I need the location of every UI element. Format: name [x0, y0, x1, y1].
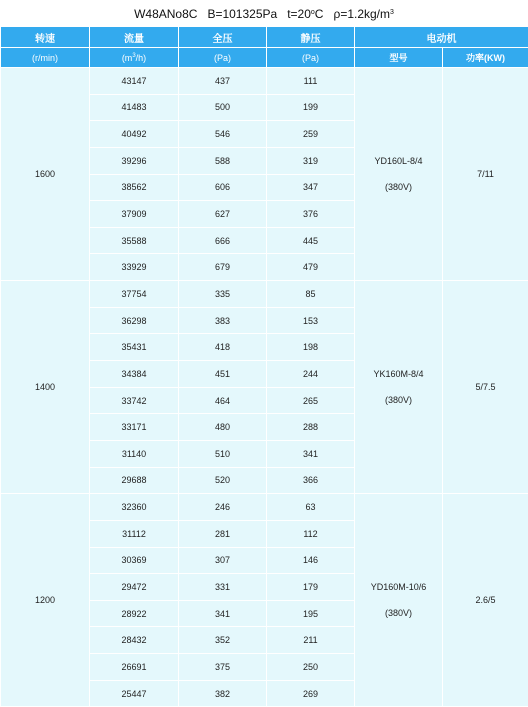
motor-power-cell: 5/7.5 — [443, 281, 528, 494]
static-pressure-cell: 445 — [267, 227, 355, 254]
static-pressure-cell: 198 — [267, 334, 355, 361]
total-pressure-cell: 352 — [179, 627, 267, 654]
header-flow: 流量 — [90, 27, 179, 48]
motor-voltage: (380V) — [355, 387, 442, 413]
static-pressure-cell: 63 — [267, 494, 355, 521]
total-pressure-cell: 588 — [179, 147, 267, 174]
static-pressure-cell: 366 — [267, 467, 355, 494]
flow-cell: 28922 — [90, 600, 179, 627]
static-pressure-cell: 153 — [267, 307, 355, 334]
flow-cell: 26691 — [90, 654, 179, 681]
flow-cell: 38562 — [90, 174, 179, 201]
total-pressure-cell: 500 — [179, 94, 267, 121]
static-pressure-cell: 288 — [267, 414, 355, 441]
table-row — [1, 281, 528, 308]
motor-model-cell — [355, 281, 443, 494]
flow-cell: 28432 — [90, 627, 179, 654]
static-pressure-cell: 341 — [267, 440, 355, 467]
performance-table — [0, 26, 528, 707]
header-flow-unit: $(m^3/h)$ — [90, 48, 179, 68]
flow-cell: 37909 — [90, 201, 179, 228]
total-pressure-cell: 546 — [179, 121, 267, 148]
total-pressure-cell: 418 — [179, 334, 267, 361]
flow-cell: 35588 — [90, 227, 179, 254]
flow-cell: 29472 — [90, 574, 179, 601]
flow-cell: 31140 — [90, 440, 179, 467]
flow-cell: 34384 — [90, 361, 179, 388]
flow-cell: 33929 — [90, 254, 179, 281]
total-pressure-cell: 437 — [179, 68, 267, 95]
total-pressure-cell: 606 — [179, 174, 267, 201]
speed-cell: 1400 — [1, 281, 90, 494]
total-pressure-cell: 627 — [179, 201, 267, 228]
motor-model-name: YD160L-8/4 — [355, 148, 442, 174]
flow-cell: 29688 — [90, 467, 179, 494]
header-motor: 电动机 — [355, 27, 528, 48]
flow-cell: 35431 — [90, 334, 179, 361]
static-pressure-cell: 269 — [267, 680, 355, 707]
static-pressure-cell: 146 — [267, 547, 355, 574]
flow-cell: 39296 — [90, 147, 179, 174]
flow-cell: 31112 — [90, 520, 179, 547]
motor-voltage: (380V) — [355, 174, 442, 200]
total-pressure-cell: 382 — [179, 680, 267, 707]
header-motor-model: 型号 — [355, 48, 443, 68]
flow-cell: 30369 — [90, 547, 179, 574]
flow-cell: 41483 — [90, 94, 179, 121]
static-pressure-cell: 112 — [267, 520, 355, 547]
total-pressure-cell: 520 — [179, 467, 267, 494]
total-pressure-cell: 281 — [179, 520, 267, 547]
motor-model-name: YD160M-10/6 — [355, 574, 442, 600]
static-pressure-cell: 347 — [267, 174, 355, 201]
header-speed-unit: (r/min) — [1, 48, 90, 68]
fan-model: W48ANo8C — [134, 7, 197, 21]
flow-cell: 25447 — [90, 680, 179, 707]
motor-power-cell: 2.6/5 — [443, 494, 528, 707]
table-row — [1, 494, 528, 521]
motor-model-name: YK160M-8/4 — [355, 361, 442, 387]
motor-model-cell — [355, 68, 443, 281]
total-pressure-cell: 341 — [179, 600, 267, 627]
static-pressure-cell: 259 — [267, 121, 355, 148]
header-total-pressure: 全压 — [179, 27, 267, 48]
flow-cell: 37754 — [90, 281, 179, 308]
flow-cell: 33171 — [90, 414, 179, 441]
total-pressure-cell: 510 — [179, 440, 267, 467]
header-static-pressure-unit: (Pa) — [267, 48, 355, 68]
header-static-pressure: 静压 — [267, 27, 355, 48]
header-motor-power: 功率(KW) — [443, 48, 528, 68]
speed-cell: 1600 — [1, 68, 90, 281]
total-pressure-cell: 331 — [179, 574, 267, 601]
static-pressure-cell: 85 — [267, 281, 355, 308]
static-pressure-cell: 111 — [267, 68, 355, 95]
total-pressure-cell: 464 — [179, 387, 267, 414]
static-pressure-cell: 479 — [267, 254, 355, 281]
atmospheric-pressure: B=101325Pa — [207, 7, 277, 21]
flow-cell: 40492 — [90, 121, 179, 148]
total-pressure-cell: 480 — [179, 414, 267, 441]
total-pressure-cell: 375 — [179, 654, 267, 681]
total-pressure-cell: 679 — [179, 254, 267, 281]
total-pressure-cell: 383 — [179, 307, 267, 334]
header-speed: 转速 — [1, 27, 90, 48]
static-pressure-cell: 195 — [267, 600, 355, 627]
flow-cell: 36298 — [90, 307, 179, 334]
motor-model-cell — [355, 494, 443, 707]
total-pressure-cell: 335 — [179, 281, 267, 308]
static-pressure-cell: 250 — [267, 654, 355, 681]
static-pressure-cell: 319 — [267, 147, 355, 174]
motor-power-cell: 7/11 — [443, 68, 528, 281]
speed-cell: 1200 — [1, 494, 90, 707]
motor-voltage: (380V) — [355, 600, 442, 626]
static-pressure-cell: 211 — [267, 627, 355, 654]
total-pressure-cell: 246 — [179, 494, 267, 521]
flow-cell: 33742 — [90, 387, 179, 414]
static-pressure-cell: 199 — [267, 94, 355, 121]
static-pressure-cell: 244 — [267, 361, 355, 388]
total-pressure-cell: 666 — [179, 227, 267, 254]
temperature: $t=20^oC$ — [287, 7, 323, 21]
header-total-pressure-unit: (Pa) — [179, 48, 267, 68]
table-row — [1, 68, 528, 95]
air-density: $\rho=1.2kg/m^3$ — [333, 7, 393, 21]
flow-cell: 32360 — [90, 494, 179, 521]
static-pressure-cell: 265 — [267, 387, 355, 414]
total-pressure-cell: 307 — [179, 547, 267, 574]
static-pressure-cell: 376 — [267, 201, 355, 228]
static-pressure-cell: 179 — [267, 574, 355, 601]
total-pressure-cell: 451 — [179, 361, 267, 388]
table-title — [0, 0, 528, 26]
flow-cell: 43147 — [90, 68, 179, 95]
